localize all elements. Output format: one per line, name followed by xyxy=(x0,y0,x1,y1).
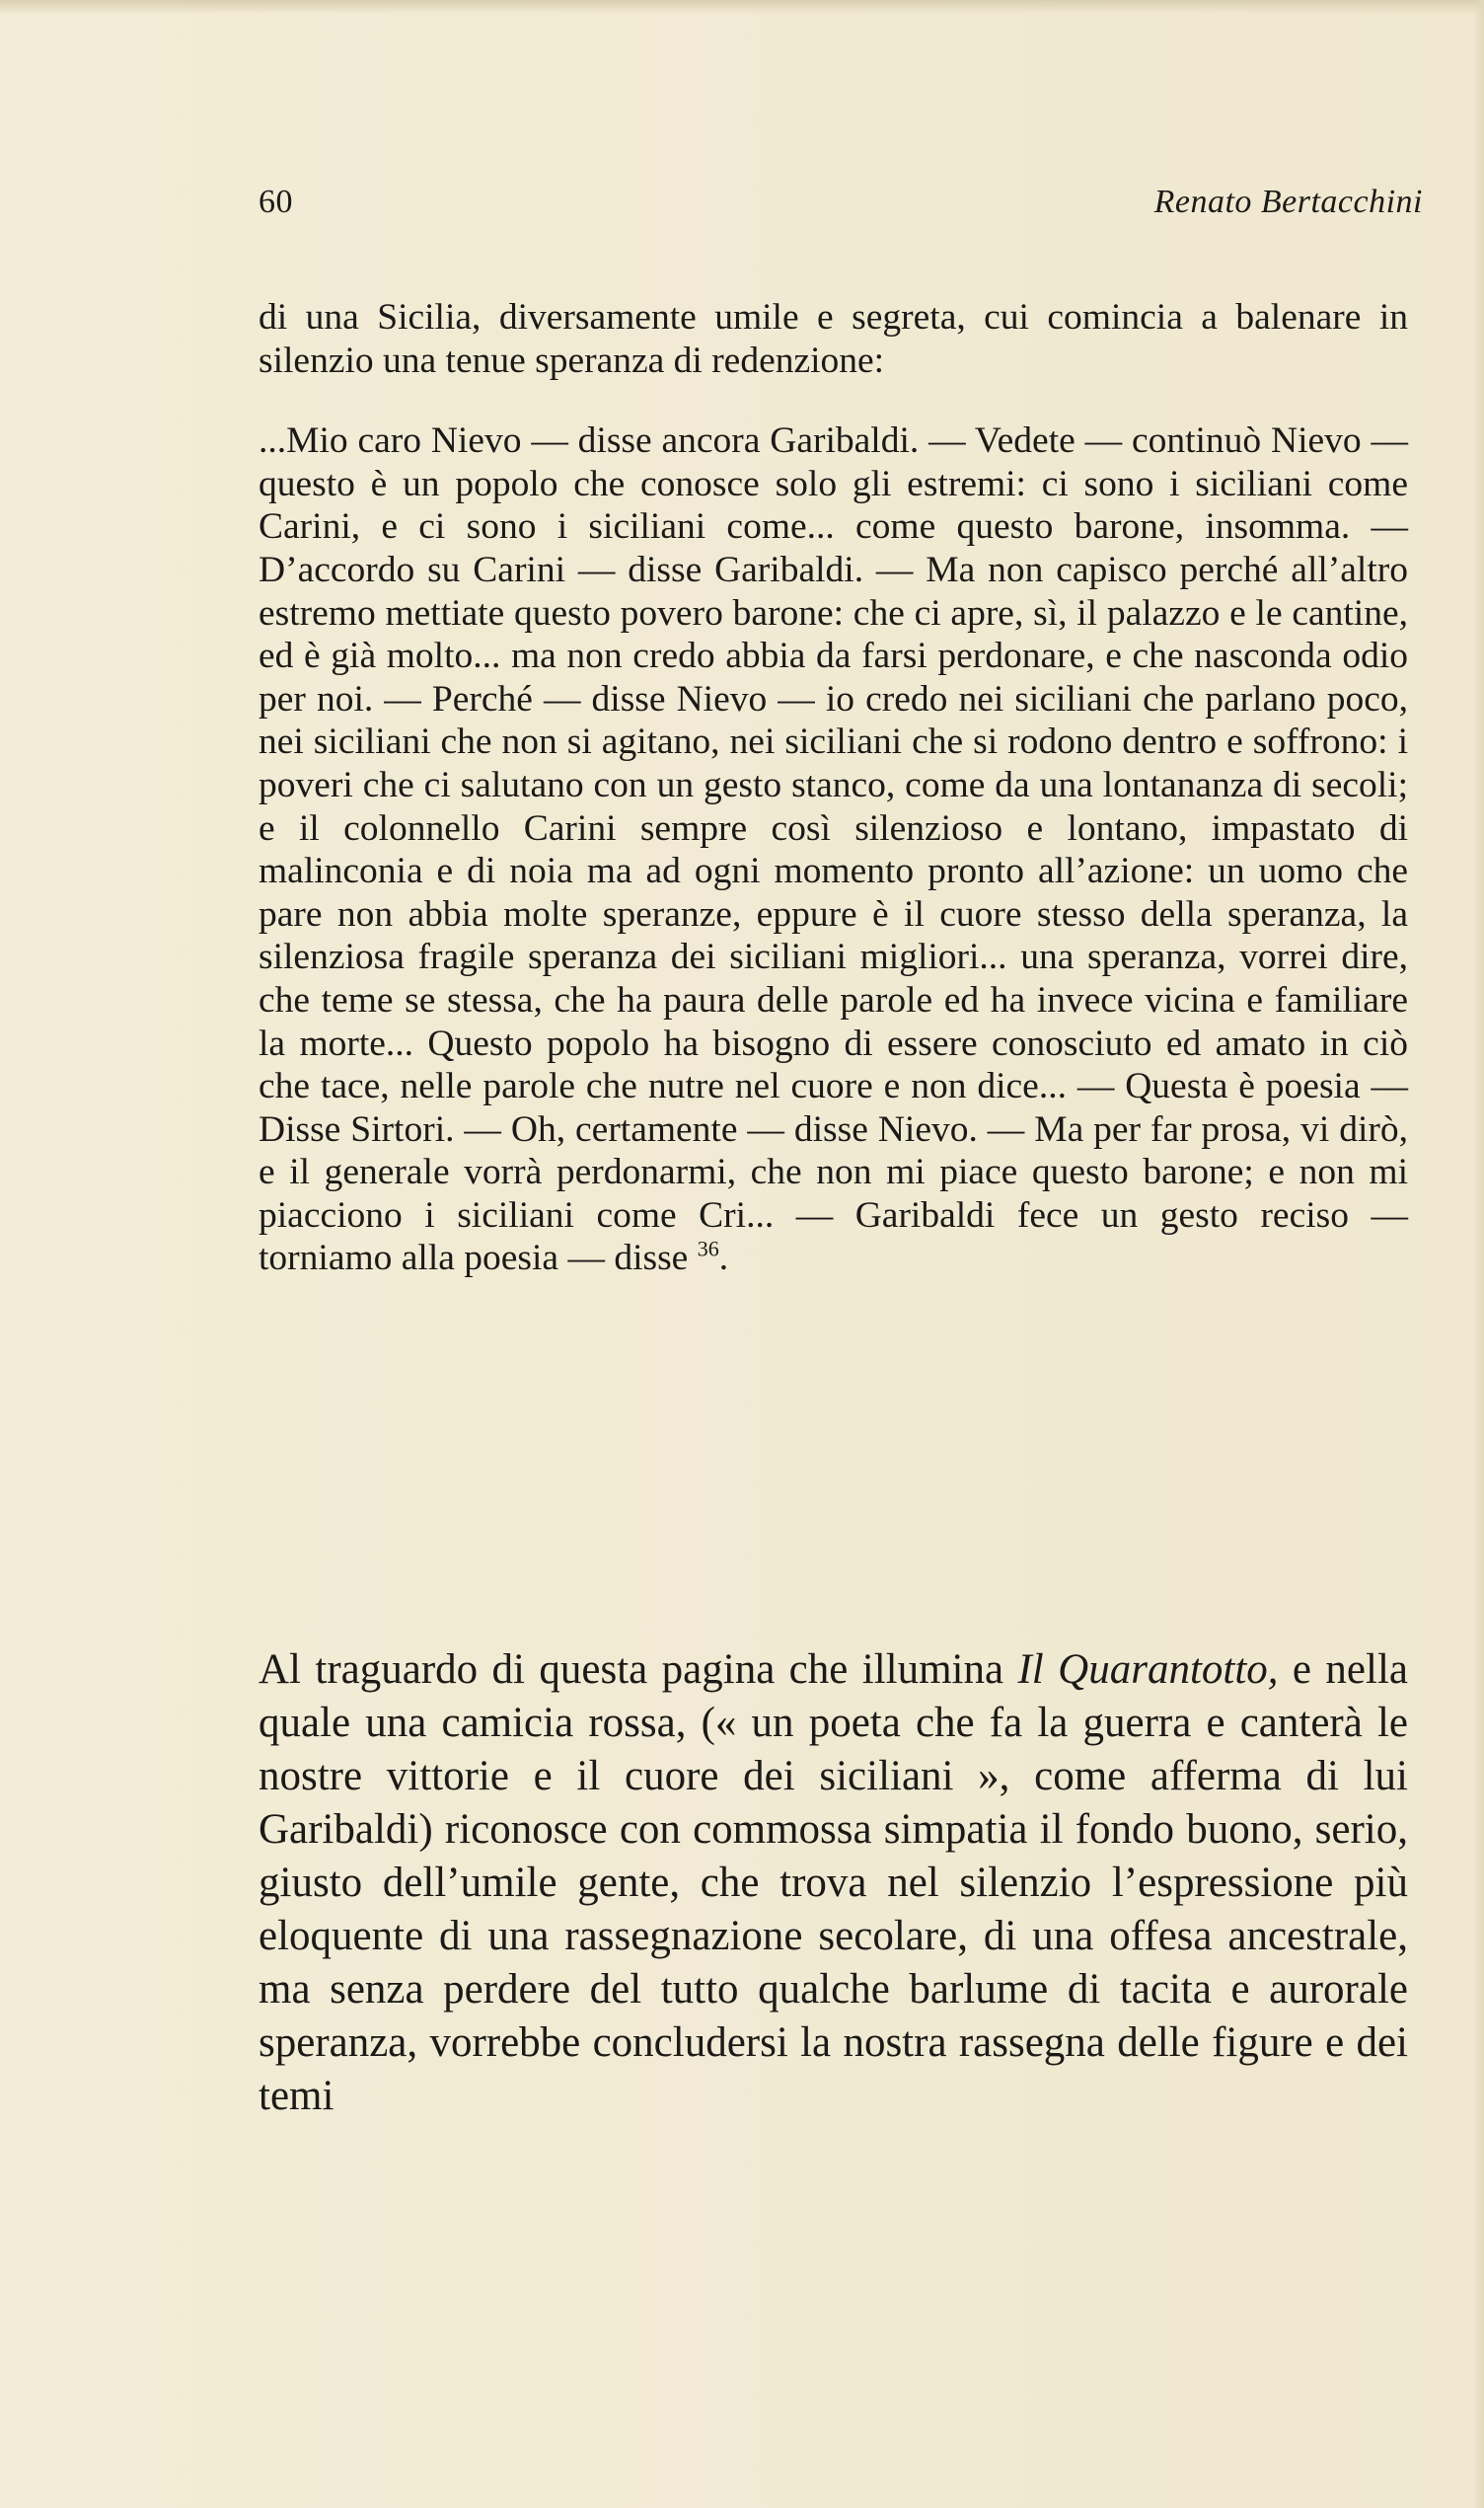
body-paragraph xyxy=(259,1643,1408,2123)
body-text-start: Al traguardo di questa pagina che illumina xyxy=(259,1646,1018,1693)
page-header xyxy=(259,184,1423,233)
page-right-edge xyxy=(1474,0,1484,2508)
block-quote xyxy=(259,296,1408,1280)
body-text-rest: e nella quale una camicia rossa, (« un poeta che fa la guerra e canterà le nostre vittorie e il cuore dei siciliani », come afferma di lui Garibaldi) riconosce con commossa simpatia il fondo buono, serio, giusto dell’umile gente, che trova nel silenzio l’espressione più eloquente di una rassegnazione secolare, di una offesa ancestrale, ma senza perdere del tutto qualche barlume di tacita e aurorale speranza, vorrebbe concludersi la nostra rassegna delle figure e dei temi xyxy=(259,1646,1408,2119)
quote-dialogue xyxy=(259,419,1408,1280)
work-title: Il Quarantotto, xyxy=(1017,1646,1279,1693)
page-top-edge xyxy=(0,0,1484,14)
running-head-author: Renato Bertacchini xyxy=(1153,184,1423,220)
dialogue-text: ...Mio caro Nievo — disse ancora Garibaldi. — Vedete — continuò Nievo — questo è un popolo che conosce solo gli estremi: ci sono i siciliani come Carini, e ci sono i siciliani come... come questo barone, insomma. — D’accordo su Carini — disse Garibaldi. — Ma non capisco perché all’altro estremo mettiate questo povero barone: che ci apre, sì, il palazzo e le cantine, ed è già molto... ma non credo abbia da farsi perdonare, e che nasconda odio per noi. — Perché — disse Nievo — io credo nei siciliani che parlano poco, nei siciliani che non si agitano, nei siciliani che si rodono dentro e soffrono: i poveri che ci salutano con un gesto stanco, come da una lontananza di secoli; e il colonnello Carini sempre così silenzioso e lontano, impastato di malinconia e di noia ma ad ogni momento pronto all’azione: un uomo che pare non abbia molte speranze, eppure è il cuore stesso della speranza, la silenziosa fragile speranza dei siciliani migliori... una speranza, vorrei dire, che teme se stessa, che ha paura delle parole ed ha invece vicina e familiare la morte... Questo popolo ha bisogno di essere conosciuto ed amato in ciò che tace, nelle parole che nutre nel cuore e non dice... — Questa è poesia — Disse Sirtori. — Oh, certamente — disse Nievo. — Ma per far prosa, vi dirò, e il generale vorrà perdonarmi, che non mi piace questo barone; e non mi piacciono i siciliani come Cri... — Garibaldi fece un gesto reciso — torniamo alla poesia — disse xyxy=(259,420,1408,1279)
dialogue-end: . xyxy=(718,1238,729,1279)
quote-intro: di una Sicilia, diversamente umile e segreta, cui comincia a balenare in silenzio una tenue speranza di redenzione: xyxy=(259,297,1408,381)
footnote-reference: 36 xyxy=(697,1236,719,1261)
page-number: 60 xyxy=(259,184,293,220)
